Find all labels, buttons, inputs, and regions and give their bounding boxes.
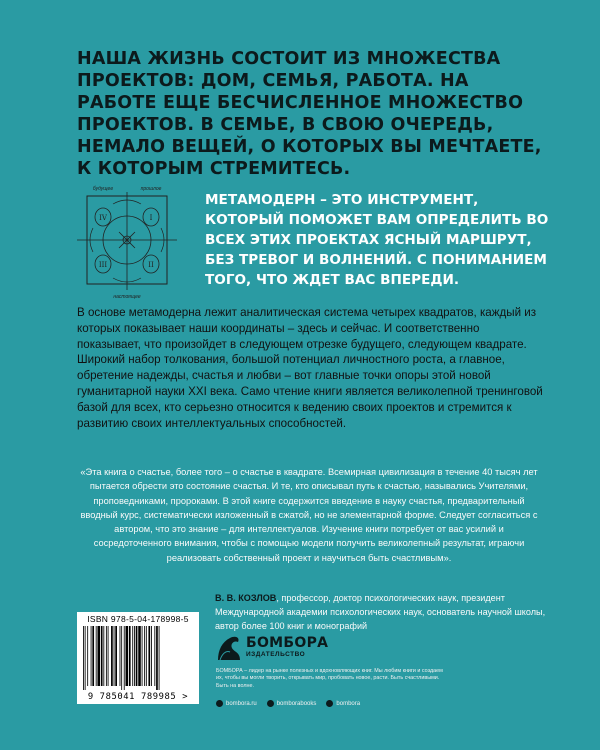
isbn-barcode (77, 612, 199, 704)
barcode-bar (103, 626, 104, 686)
publisher-name: БОМБОРА (246, 635, 329, 651)
barcode-bar (106, 626, 107, 686)
barcode-bar (97, 626, 100, 686)
barcode-bar (121, 626, 122, 690)
social-links (216, 700, 496, 707)
barcode-bar (129, 626, 131, 686)
barcode-bar (136, 626, 138, 686)
headline: НАША ЖИЗНЬ СОСТОИТ ИЗ МНОЖЕСТВА ПРОЕКТОВ: ДОМ, СЕМЬЯ, РАБОТА. НА РАБОТЕ ЕЩЕ БЕСЧИСЛЕННОЕ МНОЖЕСТВО ПРОЕКТОВ. В СЕМЬЕ, В СВОЮ ОЧЕРЕДЬ, НЕМАЛО ВЕЩЕЙ, О КОТОРЫХ ВЫ МЕЧТАЕТЕ, К КОТОРЫМ СТРЕМИТЕСЬ. (77, 49, 542, 179)
quadrant-diagram-svg (73, 182, 181, 300)
barcode-bar (101, 626, 103, 686)
barcode-bars (81, 626, 195, 690)
label-present: настоящее (113, 294, 141, 300)
telegram-icon (326, 700, 333, 707)
social-telegram-label: bombora (336, 700, 361, 707)
author-description: , профессор, доктор психологических наук, президент Международной академии психологических наук, основатель научной школы, автор более 100 книг и монографий (215, 593, 546, 631)
barcode-bar (142, 626, 143, 686)
publisher-logo (216, 632, 366, 662)
barcode-bar (154, 626, 155, 686)
barcode-bar (120, 626, 121, 686)
barcode-bar (85, 626, 86, 690)
social-site[interactable] (216, 700, 257, 707)
barcode-bar (87, 626, 88, 686)
publisher-blurb: БОМБОРА – лидер на рынке полезных и вдохновляющих книг. Мы любим книги и создаем их, чтобы вы могли творить, открывать мир, пробовать новое, расти. Быть счастливыми. Быть на волне. (216, 668, 443, 689)
barcode-bar (151, 626, 152, 686)
barcode-bar (108, 626, 109, 686)
barcode-bar (111, 626, 113, 686)
barcode-bar (148, 626, 150, 686)
review-quote: «Эта книга о счастье, более того – о счастье в квадрате. Всемирная цивилизация в течение 40 тысяч лет пытается обрести это состояние счастья. И те, кто описывал путь к счастью, назывались Учителями, проповедниками, пророками. В этой книге содержится введение в науку счастья, предварительный вводный курс, систематически изложенный в сжатой, но не элементарной форме. Следует согласиться с автором, что это знание – для интеллектуалов. Изучение книги потребует от вас усилий и сосредоточенного внимания, чтобы с помощью модели получить великолепный результат, играючи реализовать собственный проект и научиться быть счастливым». (80, 467, 538, 563)
label-future: будущее (92, 186, 114, 192)
barcode-bar (138, 626, 141, 686)
barcode-bar (146, 626, 147, 686)
publisher-sub: ИЗДАТЕЛЬСТВО (246, 651, 306, 658)
barcode-bar (91, 626, 92, 686)
author-name: В. В. КОЗЛОВ (215, 593, 277, 603)
globe-icon (216, 700, 223, 707)
quadrant-iv: IV (99, 214, 107, 222)
quadrant-i: I (149, 214, 153, 222)
isbn-label: ISBN 978-5-04-178998-5 (87, 614, 189, 624)
barcode-bar (92, 626, 94, 686)
barcode-bar (83, 626, 84, 690)
social-vk[interactable] (267, 700, 317, 707)
barcode-bar (159, 626, 160, 690)
barcode-bar (156, 626, 158, 690)
quadrant-iii: III (98, 261, 108, 269)
body-paragraph: В основе метамодерна лежит аналитическая система четырех квадратов, каждый из которых показывает наши координаты – здесь и сейчас. И соответственно показывает, что произойдет в следующем отрезке будущего, следующем квадрате. Широкий набор толкования, большой потенциал личностного роста, а главное, обретение надежды, счастья и любви – вот главные точки опоры этой новой гуманитарной науки XXI века. Само чтение книги является великолепной тренинговой базой для всех, кто серьезно относится к ведению своих проектов и стремится к развитию своих интеллектуальных способностей. (77, 306, 543, 430)
social-vk-label: bomborabooks (276, 700, 317, 707)
barcode-bar (132, 626, 133, 686)
wave-logo-icon (216, 632, 242, 662)
isbn-digits: 9 785041 789985 > (87, 692, 189, 702)
social-site-label: bombora.ru (226, 700, 257, 707)
barcode-bar (134, 626, 135, 686)
label-past: прошлое (140, 186, 162, 192)
barcode-bar (144, 626, 145, 686)
lead-paragraph: МЕТАМОДЕРН – ЭТО ИНСТРУМЕНТ, КОТОРЫЙ ПОМОЖЕТ ВАМ ОПРЕДЕЛИТЬ ВО ВСЕХ ЭТИХ ПРОЕКТАХ ЯСНЫЙ МАРШРУТ, БЕЗ ТРЕВОГ И ВОЛНЕНИЙ. С ПОНИМАНИЕМ ТОГО, ЧТО ЖДЕТ ВАС ВПЕРЕДИ. (205, 192, 549, 288)
barcode-bar (114, 626, 115, 686)
barcode-bar (124, 626, 125, 690)
barcode-bar (126, 626, 129, 686)
quadrant-ii: II (148, 261, 154, 269)
barcode-bar (115, 626, 117, 686)
author-credit (215, 591, 555, 633)
barcode-bar (96, 626, 97, 686)
vk-icon (267, 700, 274, 707)
social-telegram[interactable] (326, 700, 360, 707)
quadrant-diagram (73, 182, 181, 300)
